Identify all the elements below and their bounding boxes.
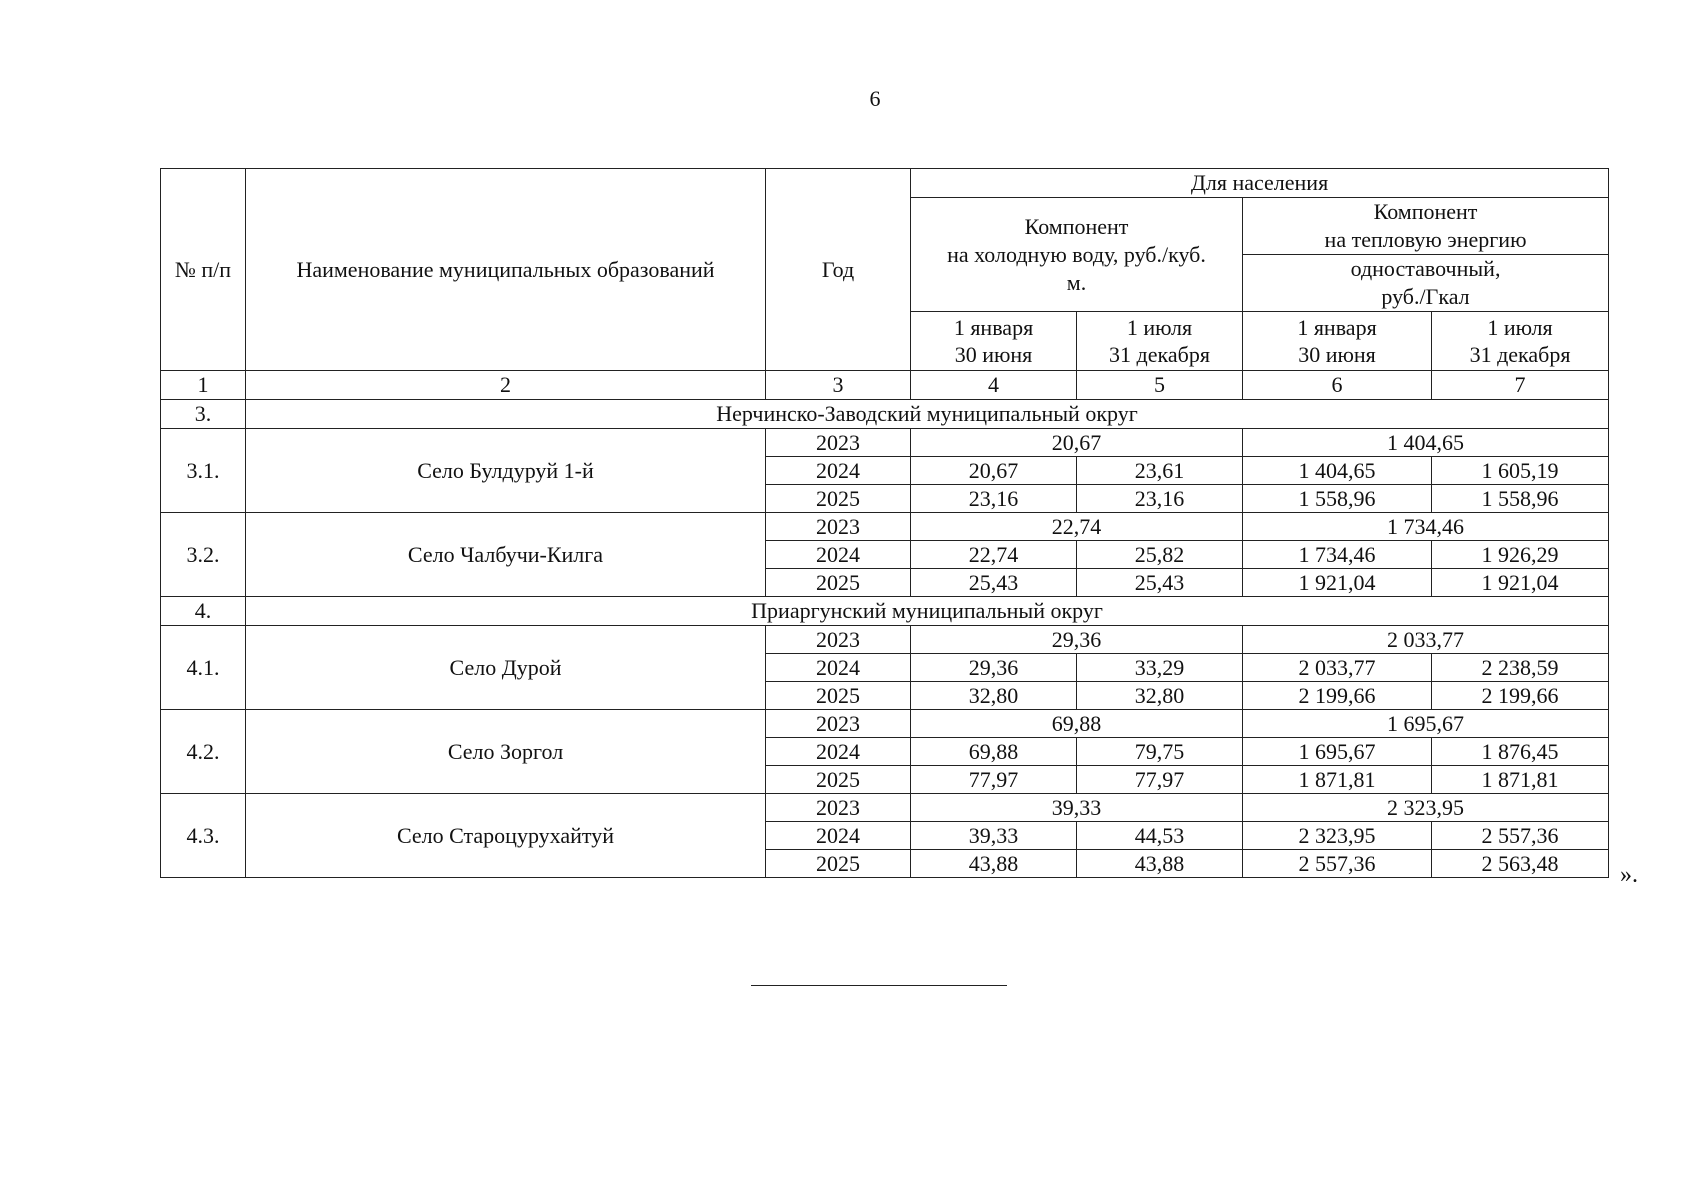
column-number: 4 xyxy=(911,371,1077,400)
year-cell: 2025 xyxy=(766,682,911,710)
water-rate-h1: 39,33 xyxy=(911,822,1077,850)
header-water-component xyxy=(911,198,1243,312)
item-name: Село Староцурухайтуй xyxy=(246,794,766,878)
column-number: 6 xyxy=(1243,371,1432,400)
water-rate: 22,74 xyxy=(911,513,1243,541)
heat-rate-h2: 2 557,36 xyxy=(1432,822,1609,850)
water-rate-h2: 44,53 xyxy=(1077,822,1243,850)
water-rate-h1: 20,67 xyxy=(911,457,1077,485)
header-water-line3: м. xyxy=(1066,269,1087,295)
water-rate: 20,67 xyxy=(911,429,1243,457)
heat-rate-h2: 2 238,59 xyxy=(1432,654,1609,682)
water-rate: 29,36 xyxy=(911,626,1243,654)
water-rate-h1: 25,43 xyxy=(911,569,1077,597)
period-start: 1 июля xyxy=(1126,315,1193,340)
heat-rate-h2: 1 558,96 xyxy=(1432,485,1609,513)
header-heat-component xyxy=(1243,198,1609,255)
heat-rate-h1: 2 199,66 xyxy=(1243,682,1432,710)
year-cell: 2023 xyxy=(766,429,911,457)
header-heat-period-2 xyxy=(1432,312,1609,371)
item-name: Село Дурой xyxy=(246,626,766,710)
water-rate: 39,33 xyxy=(911,794,1243,822)
page-number: 6 xyxy=(869,86,881,111)
period-start: 1 июля xyxy=(1487,315,1553,340)
column-number: 3 xyxy=(766,371,911,400)
closing-quote: ». xyxy=(1620,862,1638,888)
item-number: 4.2. xyxy=(161,710,246,794)
column-number: 1 xyxy=(161,371,246,400)
table-row xyxy=(161,513,1609,541)
section-row xyxy=(161,400,1609,429)
header-water-line1: Компонент xyxy=(1024,213,1129,239)
header-num: № п/п xyxy=(161,169,246,371)
heat-rate: 2 323,95 xyxy=(1243,794,1609,822)
header-water-period-2 xyxy=(1077,312,1243,371)
item-number: 3.1. xyxy=(161,429,246,513)
year-cell: 2023 xyxy=(766,710,911,738)
item-name: Село Зоргол xyxy=(246,710,766,794)
item-name: Село Чалбучи-Килга xyxy=(246,513,766,597)
year-cell: 2025 xyxy=(766,850,911,878)
heat-rate-h1: 2 323,95 xyxy=(1243,822,1432,850)
header-heat-line2: на тепловую энергию xyxy=(1324,227,1527,252)
table-row xyxy=(161,794,1609,822)
water-rate-h2: 33,29 xyxy=(1077,654,1243,682)
year-cell: 2024 xyxy=(766,738,911,766)
water-rate-h1: 77,97 xyxy=(911,766,1077,794)
heat-rate: 1 404,65 xyxy=(1243,429,1609,457)
period-end: 30 июня xyxy=(1298,342,1376,367)
water-rate-h2: 23,16 xyxy=(1077,485,1243,513)
heat-rate-h2: 1 921,04 xyxy=(1432,569,1609,597)
header-row-1 xyxy=(161,169,1609,198)
heat-rate: 2 033,77 xyxy=(1243,626,1609,654)
heat-rate-h1: 2 557,36 xyxy=(1243,850,1432,878)
period-end: 31 декабря xyxy=(1109,342,1210,367)
header-name: Наименование муниципальных образований xyxy=(246,169,766,371)
heat-rate-h1: 1 871,81 xyxy=(1243,766,1432,794)
table-row xyxy=(161,710,1609,738)
header-water-line2: на холодную воду, руб./куб. xyxy=(947,241,1206,267)
period-end: 31 декабря xyxy=(1469,342,1571,367)
header-population: Для населения xyxy=(911,169,1609,198)
water-rate-h2: 25,82 xyxy=(1077,541,1243,569)
column-number: 7 xyxy=(1432,371,1609,400)
year-cell: 2024 xyxy=(766,457,911,485)
water-rate-h1: 69,88 xyxy=(911,738,1077,766)
year-cell: 2023 xyxy=(766,794,911,822)
header-water-period-1 xyxy=(911,312,1077,371)
section-name: Нерчинско-Заводский муниципальный округ xyxy=(246,400,1609,429)
header-heat-rate xyxy=(1243,255,1609,312)
heat-rate-h1: 2 033,77 xyxy=(1243,654,1432,682)
heat-rate-h2: 1 605,19 xyxy=(1432,457,1609,485)
item-number: 4.1. xyxy=(161,626,246,710)
year-cell: 2025 xyxy=(766,485,911,513)
water-rate-h2: 32,80 xyxy=(1077,682,1243,710)
item-name: Село Булдуруй 1-й xyxy=(246,429,766,513)
year-cell: 2024 xyxy=(766,541,911,569)
year-cell: 2023 xyxy=(766,513,911,541)
water-rate-h2: 23,61 xyxy=(1077,457,1243,485)
table-row xyxy=(161,626,1609,654)
heat-rate-h1: 1 921,04 xyxy=(1243,569,1432,597)
water-rate-h2: 77,97 xyxy=(1077,766,1243,794)
tariff-table xyxy=(160,168,1609,878)
column-number: 5 xyxy=(1077,371,1243,400)
heat-rate-h2: 1 871,81 xyxy=(1432,766,1609,794)
column-number-row xyxy=(161,371,1609,400)
heat-rate-h2: 1 926,29 xyxy=(1432,541,1609,569)
water-rate-h2: 79,75 xyxy=(1077,738,1243,766)
heat-rate-h2: 1 876,45 xyxy=(1432,738,1609,766)
water-rate-h2: 25,43 xyxy=(1077,569,1243,597)
header-heat-rate-line1: одноставочный, xyxy=(1350,256,1501,281)
water-rate-h1: 23,16 xyxy=(911,485,1077,513)
section-name: Приаргунский муниципальный округ xyxy=(246,597,1609,626)
water-rate-h1: 32,80 xyxy=(911,682,1077,710)
table-row xyxy=(161,429,1609,457)
header-heat-rate-line2: руб./Гкал xyxy=(1381,284,1470,309)
section-number: 4. xyxy=(161,597,246,626)
year-cell: 2024 xyxy=(766,654,911,682)
period-end: 30 июня xyxy=(954,342,1033,367)
water-rate-h1: 22,74 xyxy=(911,541,1077,569)
section-row xyxy=(161,597,1609,626)
year-cell: 2025 xyxy=(766,569,911,597)
footer-divider xyxy=(751,985,1007,986)
water-rate-h1: 29,36 xyxy=(911,654,1077,682)
year-cell: 2025 xyxy=(766,766,911,794)
water-rate-h2: 43,88 xyxy=(1077,850,1243,878)
water-rate: 69,88 xyxy=(911,710,1243,738)
section-number: 3. xyxy=(161,400,246,429)
column-number: 2 xyxy=(246,371,766,400)
heat-rate-h2: 2 563,48 xyxy=(1432,850,1609,878)
heat-rate-h1: 1 695,67 xyxy=(1243,738,1432,766)
heat-rate-h2: 2 199,66 xyxy=(1432,682,1609,710)
period-start: 1 января xyxy=(1297,315,1377,340)
heat-rate-h1: 1 734,46 xyxy=(1243,541,1432,569)
heat-rate: 1 734,46 xyxy=(1243,513,1609,541)
year-cell: 2023 xyxy=(766,626,911,654)
period-start: 1 января xyxy=(953,315,1034,340)
heat-rate-h1: 1 404,65 xyxy=(1243,457,1432,485)
item-number: 4.3. xyxy=(161,794,246,878)
item-number: 3.2. xyxy=(161,513,246,597)
year-cell: 2024 xyxy=(766,822,911,850)
heat-rate: 1 695,67 xyxy=(1243,710,1609,738)
water-rate-h1: 43,88 xyxy=(911,850,1077,878)
heat-rate-h1: 1 558,96 xyxy=(1243,485,1432,513)
header-heat-line1: Компонент xyxy=(1373,199,1478,224)
header-year: Год xyxy=(766,169,911,371)
header-heat-period-1 xyxy=(1243,312,1432,371)
